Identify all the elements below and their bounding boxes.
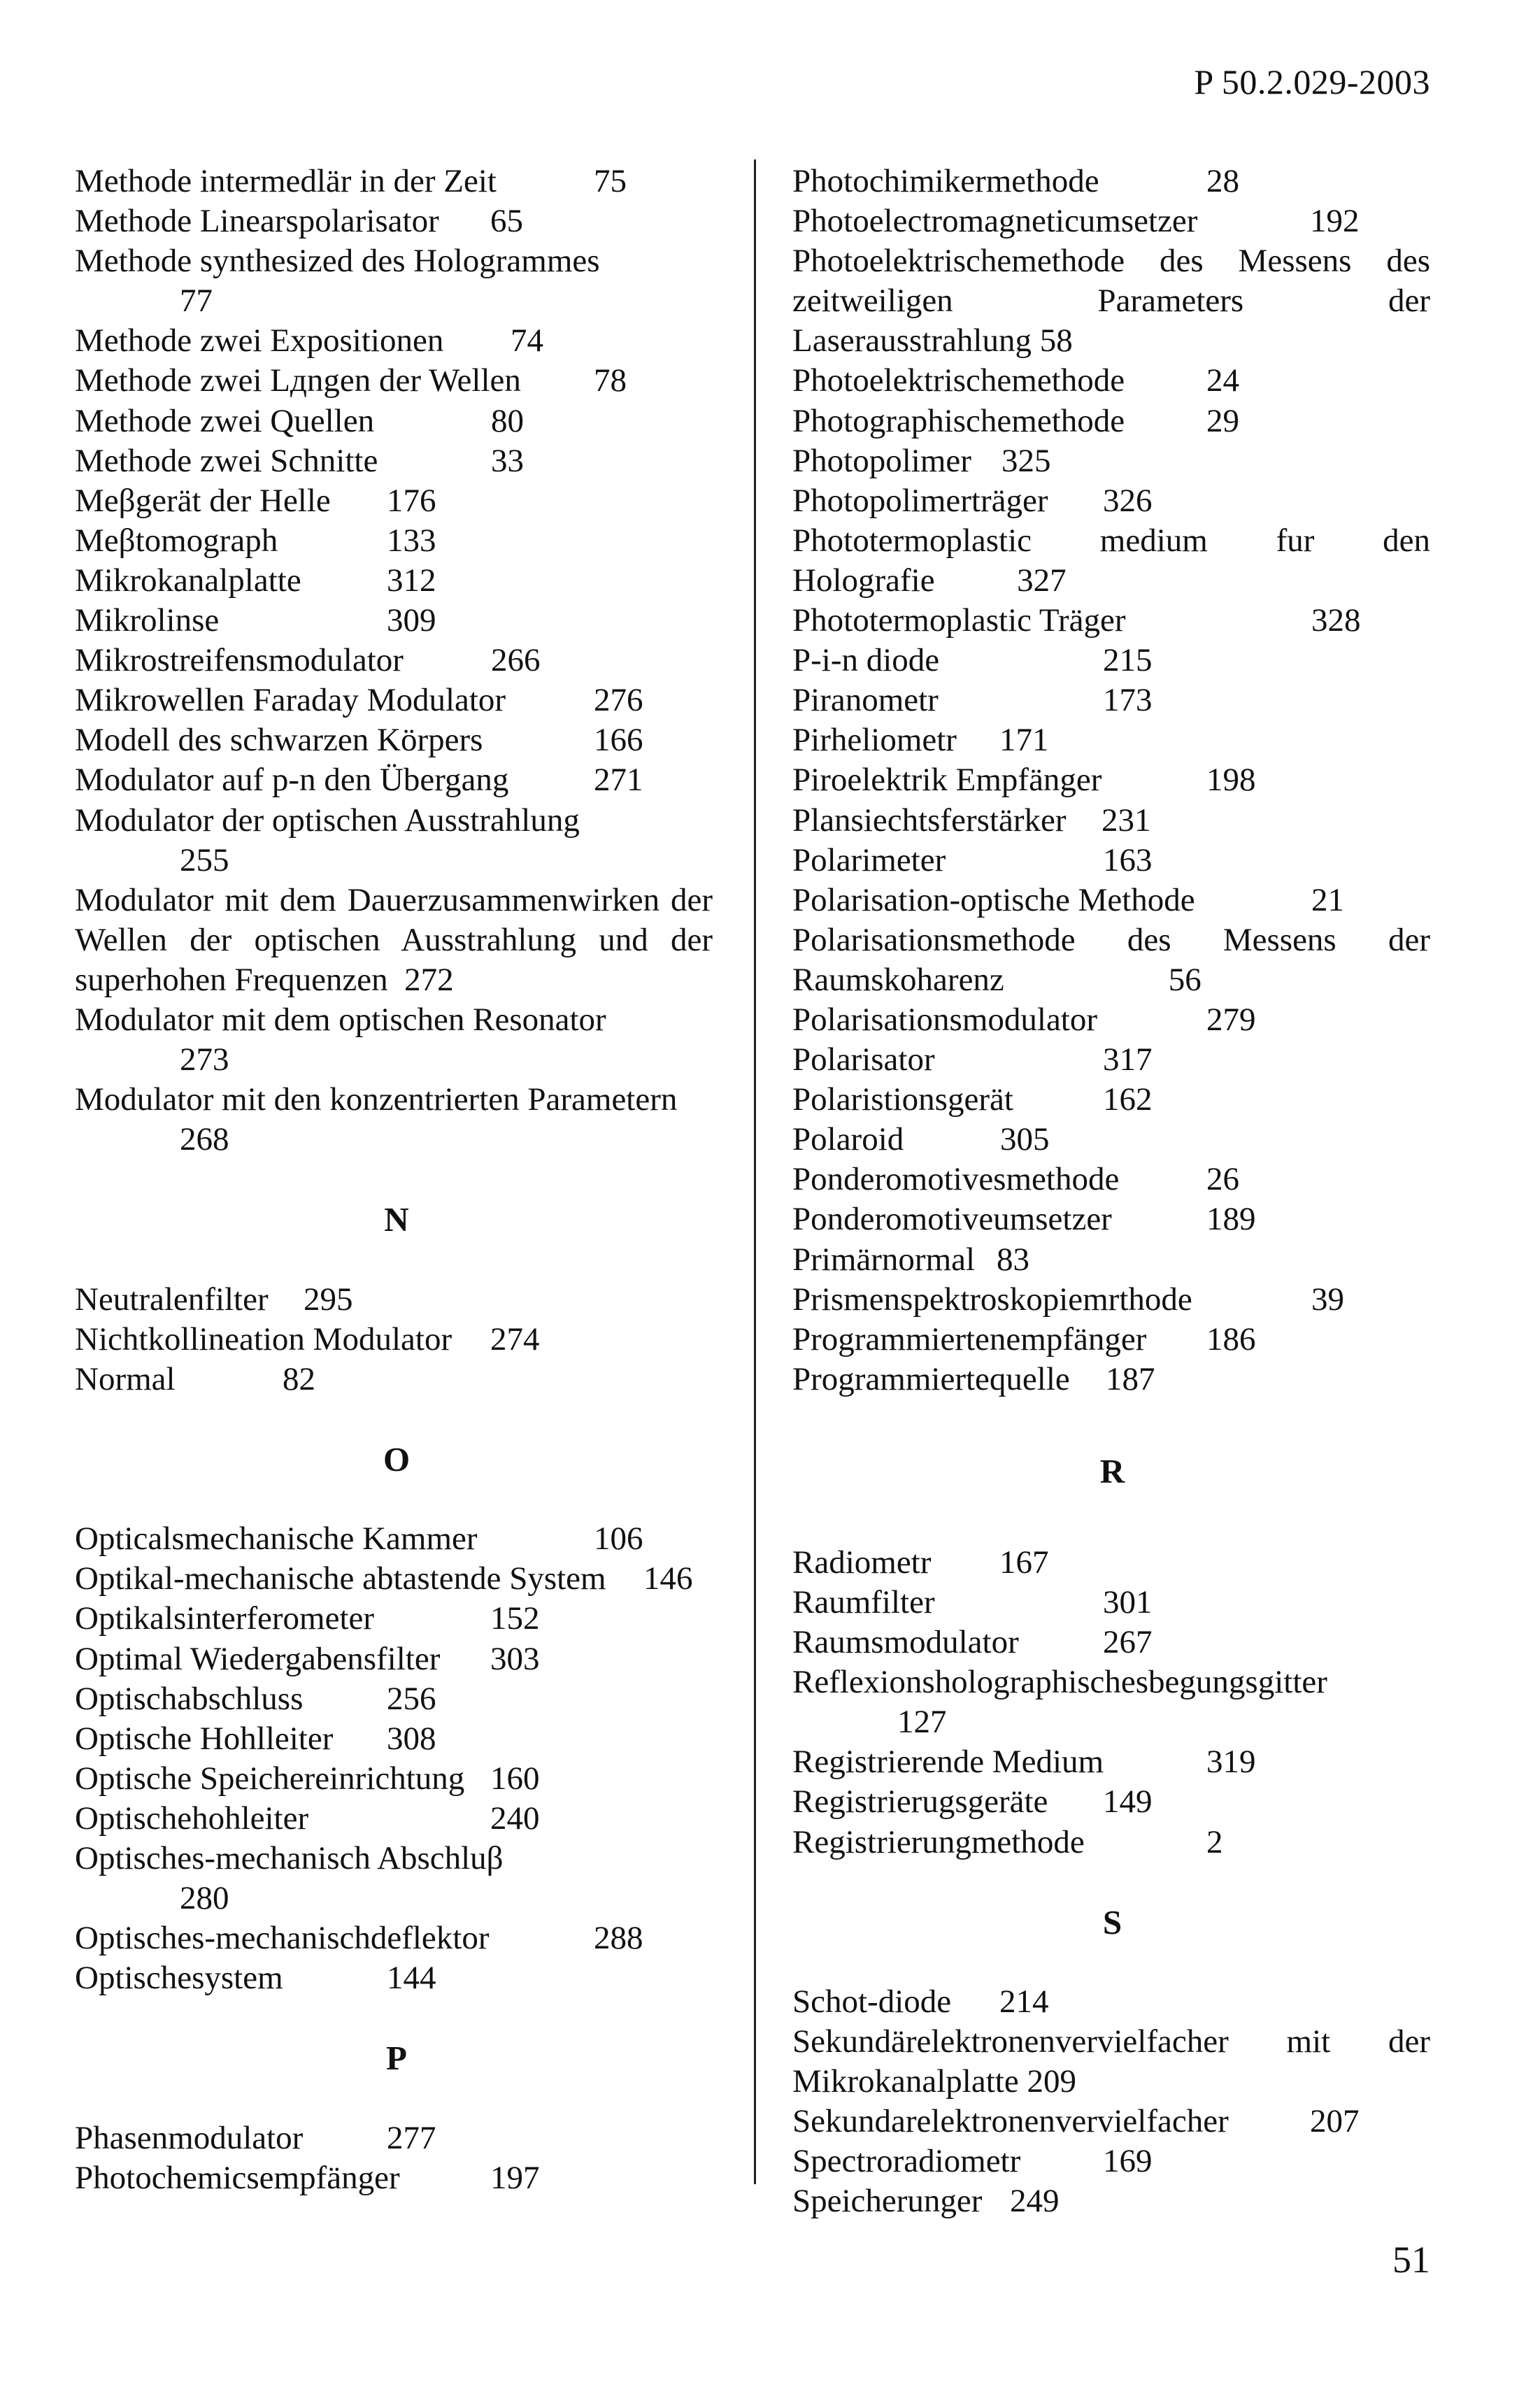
index-entry: Meβgerät der Helle 176: [75, 482, 436, 519]
index-entry: Modulator der optischen Ausstrahlung: [75, 801, 580, 839]
index-entry: Polaristionsgerät 162: [792, 1081, 1153, 1118]
index-entry: Photopolimerträger 326: [792, 482, 1153, 519]
index-entry: Phototermoplastic Träger 328: [792, 602, 1361, 639]
index-entry: Optisches-mechanisch Abschluβ: [75, 1839, 504, 1876]
index-entry: Optikalsinterferometer 152: [75, 1600, 540, 1637]
index-entry-page: 77: [180, 283, 213, 320]
index-entry: Registrierugsgeräte 149: [792, 1783, 1153, 1820]
index-entry: Reflexionsholographischesbegungsgitter: [792, 1664, 1327, 1701]
index-entry: Polarimeter 163: [792, 841, 1153, 878]
index-entry-page: 280: [180, 1880, 229, 1917]
index-entry: Phasenmodulator 277: [75, 2119, 436, 2156]
index-entry: Optischabschluss 256: [75, 1680, 436, 1717]
index-entry: Photochemicsempfänger 197: [75, 2159, 540, 2196]
index-entry-page: 127: [897, 1704, 947, 1741]
index-entry-wrapped: Sekundärelektronenvervielfacher mit der Mikrokanalplatte 209: [792, 2023, 1430, 2100]
index-entry: Modulator auf p-n den Übergang 271: [75, 762, 643, 799]
index-entry: Optimal Wiedergabensfilter 303: [75, 1640, 540, 1677]
index-entry: Programmiertenempfänger 186: [792, 1320, 1256, 1358]
index-entry: Pirheliometr 171: [792, 722, 1049, 759]
index-entry-page: 273: [180, 1041, 229, 1078]
index-entry: Meβtomograph 133: [75, 522, 436, 559]
index-entry: Photoelectromagneticumsetzer 192: [792, 203, 1360, 240]
index-entry: Mikrokanalplatte 312: [75, 562, 436, 599]
index-entry: Radiometr 167: [792, 1544, 1049, 1581]
column-divider: [754, 159, 756, 2184]
index-entry: Ponderomotivesmethode 26: [792, 1161, 1239, 1198]
index-entry: Methode Linearspolarisator 65: [75, 203, 523, 240]
section-letter-s: S: [1102, 1902, 1122, 1941]
index-entry: Optischesystem 144: [75, 1960, 436, 1997]
index-entry-page: 268: [180, 1121, 229, 1158]
document-code: P 50.2.029-2003: [1194, 62, 1430, 101]
section-letter-r: R: [1099, 1451, 1125, 1490]
index-entry: Registrierungmethode 2: [792, 1823, 1223, 1860]
index-entry: Sekundarelektronenvervielfacher 207: [792, 2103, 1360, 2140]
index-entry: Photoelektrischemethode 24: [792, 362, 1239, 399]
index-entry: Polarisationsmodulator 279: [792, 1001, 1256, 1038]
index-entry: Optische Hohlleiter 308: [75, 1720, 436, 1757]
index-entry: Mikrostreifensmodulator 266: [75, 642, 541, 679]
index-entry: Prismenspektroskopiemrthode 39: [792, 1281, 1344, 1318]
index-entry: Modulator mit dem optischen Resonator: [75, 1001, 606, 1038]
index-column-left: [75, 162, 718, 2198]
index-entry: Spectroradiometr 169: [792, 2143, 1153, 2180]
index-column-right: [792, 162, 1432, 2222]
index-entry-wrapped: Polarisationsmethode des Messens der Raumskoharenz 56: [792, 921, 1430, 998]
section-letter-n: N: [384, 1200, 409, 1239]
index-entry: Photochimikermethode 28: [792, 163, 1239, 199]
index-entry: Speicherunger 249: [792, 2183, 1060, 2220]
index-entry: Primärnormal 83: [792, 1241, 1029, 1278]
index-entry: Methode zwei Quellen 80: [75, 402, 524, 439]
index-entry: Optischehohleiter 240: [75, 1800, 540, 1837]
index-entry: Polarisation-optische Methode 21: [792, 881, 1344, 918]
index-entry: Piroelektrik Empfänger 198: [792, 762, 1256, 799]
index-entry: Methode synthesized des Hologrammes: [75, 243, 600, 280]
index-entry: Photopolimer 325: [792, 442, 1051, 479]
index-entry: Schot-diode 214: [792, 1983, 1049, 2020]
index-entry: Optikal-mechanische abtastende System 146: [75, 1560, 693, 1597]
index-entry: Raumsmodulator 267: [792, 1624, 1153, 1661]
index-entry: Polarisator 317: [792, 1041, 1153, 1078]
index-entry: Mikrowellen Faraday Modulator 276: [75, 682, 643, 719]
index-entry: Normal 82: [75, 1360, 315, 1397]
index-entry: Programmiertequelle 187: [792, 1360, 1155, 1397]
index-entry: Methode zwei Schnitte 33: [75, 442, 524, 479]
index-entry: Methode zwei Expositionen 74: [75, 322, 543, 359]
index-entry-wrapped: Photoelektrischemethode des Messens des zeitweiligen Parameters der Laserausstrahlung 58: [792, 243, 1430, 359]
index-entry: Modell des schwarzen Körpers 166: [75, 722, 643, 759]
section-letter-p: P: [386, 2039, 407, 2078]
index-entry: Registrierende Medium 319: [792, 1744, 1256, 1781]
index-entry-wrapped: Phototermoplastic medium fur den Holografie 327: [792, 522, 1430, 599]
index-entry: Optisches-mechanischdeflektor 288: [75, 1920, 643, 1957]
index-entry: Piranometr 173: [792, 682, 1153, 719]
index-entry: Nichtkollineation Modulator 274: [75, 1320, 540, 1358]
index-entry-page: 255: [180, 841, 229, 878]
index-entry: Photographischemethode 29: [792, 402, 1239, 439]
section-letter-o: O: [383, 1439, 411, 1478]
index-entry: Methode intermedlär in der Zeit 75: [75, 163, 627, 199]
index-entry: Neutralenfilter 295: [75, 1281, 353, 1318]
index-entry: Polaroid 305: [792, 1121, 1050, 1158]
index-entry: Modulator mit den konzentrierten Parametern: [75, 1081, 678, 1118]
index-entry: Raumfilter 301: [792, 1584, 1153, 1620]
index-entry-wrapped: Modulator mit dem Dauerzusammenwirken der Wellen der optischen Ausstrahlung und der superhohen Frequenzen 272: [75, 881, 713, 998]
index-entry: P-i-n diode 215: [792, 642, 1153, 679]
index-entry: Methode zwei Lдngen der Wellen 78: [75, 362, 627, 399]
index-entry: Mikrolinse 309: [75, 602, 436, 639]
index-entry: Optische Speichereinrichtung 160: [75, 1760, 540, 1797]
page-number: 51: [1392, 2239, 1430, 2281]
index-entry: Opticalsmechanische Kammer 106: [75, 1520, 643, 1558]
index-entry: Plansiechtsferstärker 231: [792, 801, 1151, 839]
index-entry: Ponderomotiveumsetzer 189: [792, 1201, 1256, 1238]
